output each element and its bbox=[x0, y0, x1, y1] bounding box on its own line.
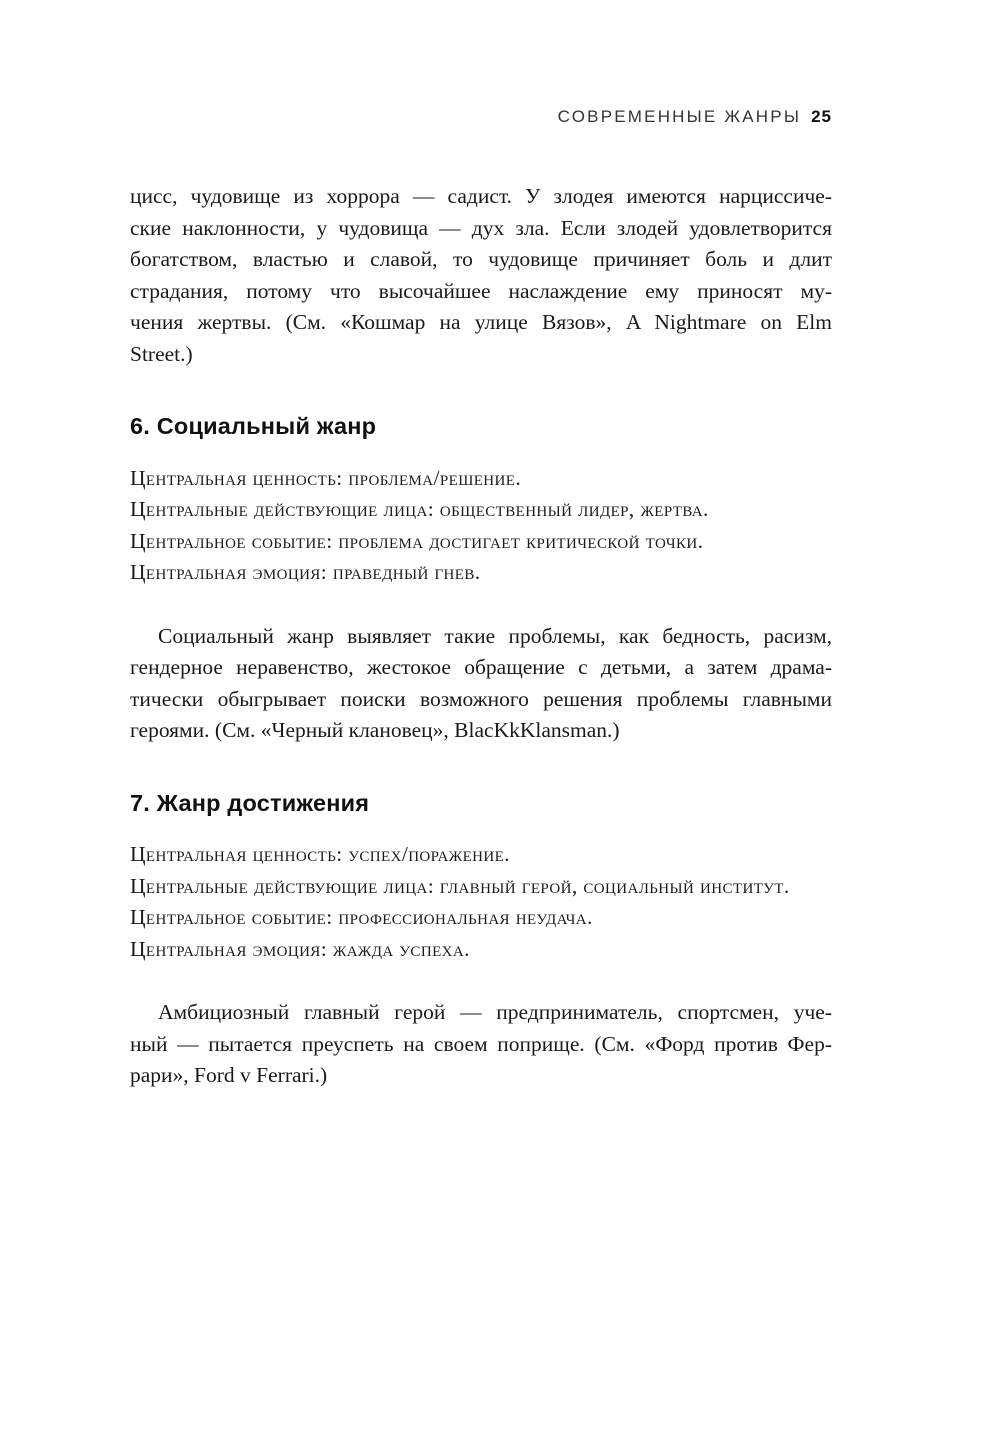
text-line: тически обыгрывает поиски возможного решения проблемы главными bbox=[130, 686, 832, 711]
running-title: СОВРЕМЕННЫЕ ЖАНРЫ bbox=[557, 107, 802, 126]
fact-central-characters: Центральные действующие лица: общественный лидер, жертва. bbox=[130, 497, 709, 521]
text-line: ный — пытается преуспеть на своем поприще. (См. «Форд против Фер- bbox=[130, 1031, 832, 1056]
section-paragraph-social bbox=[130, 621, 832, 747]
text-line: богатством, властью и славой, то чудовище причиняет боль и длит bbox=[130, 247, 832, 271]
section-facts-social bbox=[130, 463, 832, 589]
fact-central-value: Центральная ценность: проблема/решение. bbox=[130, 465, 522, 490]
fact-central-event: Центральное событие: проблема достигает критической точки. bbox=[130, 528, 704, 553]
text-line: ские наклонности, у чудовища — дух зла. Если злодей удовлетворится bbox=[130, 215, 832, 240]
text-line: цисс, чудовище из хоррора — садист. У злодея имеются нарциссиче- bbox=[130, 184, 832, 208]
section-paragraph-achievement bbox=[130, 997, 832, 1092]
page-number: 25 bbox=[811, 107, 832, 126]
text-line: Социальный жанр выявляет такие проблемы, как бедность, расизм, bbox=[158, 623, 832, 648]
fact-central-characters: Центральные действующие лица: главный герой, социальный институт. bbox=[130, 873, 790, 898]
text-line: гендерное неравенство, жестокое обращение с детьми, а затем драма- bbox=[130, 655, 832, 679]
text-line: рари», Ford v Ferrari.) bbox=[130, 1063, 328, 1087]
page-body bbox=[130, 181, 832, 1092]
running-header bbox=[520, 107, 832, 127]
text-line: страдания, потому что высочайшее наслаждение ему приносят му- bbox=[130, 278, 832, 303]
text-line: Street.) bbox=[130, 341, 193, 366]
section-facts-achievement bbox=[130, 839, 832, 965]
text-line: героями. (См. «Черный клановец», BlacKkKlansman.) bbox=[130, 718, 620, 742]
fact-central-value: Центральная ценность: успех/поражение. bbox=[130, 842, 510, 866]
text-line: чения жертвы. (См. «Кошмар на улице Вязов», A Nightmare on Elm bbox=[130, 310, 832, 334]
fact-central-emotion: Центральная эмоция: жажда успеха. bbox=[130, 936, 470, 961]
section-heading-social: 6. Социальный жанр bbox=[130, 413, 377, 439]
intro-paragraph bbox=[130, 181, 832, 370]
text-line: Амбициозный главный герой — предприниматель, спортсмен, уче- bbox=[158, 1000, 832, 1024]
fact-central-event: Центральное событие: профессиональная неудача. bbox=[130, 905, 593, 929]
fact-central-emotion: Центральная эмоция: праведный гнев. bbox=[130, 560, 481, 584]
section-heading-achievement: 7. Жанр достижения bbox=[130, 789, 370, 816]
